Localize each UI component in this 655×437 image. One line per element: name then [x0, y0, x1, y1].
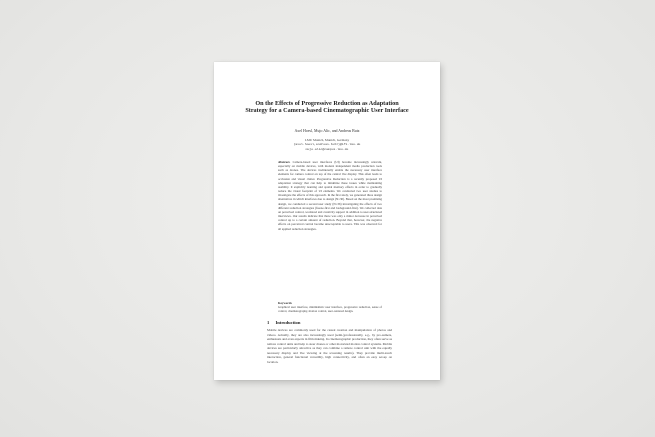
paper-affiliation	[234, 138, 420, 151]
paper-authors: Axel Hoesl, Mujo Alic, and Andreas Butz	[294, 129, 360, 133]
abstract-text: Camera-based user interfaces (UI) become increasingly relevant, especially on mobile devices, with modern independent media production tools such as drones. The devices traditionally enable the necessary user interface elements for camera control on top of the central live display. This often leads to occlusion and visual clutter. Progressive Reduction is a recently proposed UI adaptation strategy that can help to minimize these issues while maintaining usability. It explicitly learning and spatial memory effects in order to gradually reduce the visual footprint of UI elements. We conducted two user studies to investigate the effects of this approach. In the first study, we generated three design alternatives in which interfaces due to design (N=30). Based on the most promising design, we conducted a second user study (N=36) investigating the effects of two different reduction strategies (freeze-first and background-first). We collected data on perceived control, workload and creativity support in addition to user-structured interviews. Our results indicate that there was only a minor decrease in perceived control up to a certain amount of reduction. Beyond that, however, the negative effects on perceived control became unacceptable to users. This was observed for all applied reduction strategies.	[278, 160, 382, 231]
section-title: Introduction	[275, 320, 301, 325]
section-number: 1	[267, 320, 270, 325]
keywords-text: Graphical user interface, minimalistic user interface, progressive reduction, sense of control, cinematography, motion control, user-centered design.	[278, 305, 382, 313]
paper-title: On the Effects of Progressive Reduction as Adaptation Strategy for a Camera-based Cinematographic User Interface	[245, 100, 409, 115]
abstract	[278, 160, 382, 231]
abstract-label: Abstract.	[278, 160, 291, 164]
intro-paragraph: Mobile devices are commonly used for the casual creation and manipulation of photos and videos. Actually, they are also increasingly used (semi-)professionally, e.g., by pro-sumers, enthusiasts and even experts in film making. In cinematographic production, they often serve as remote control units and help to steer drones or other motorized motion control systems. Mobile devices are particularly attractive as they can combine a remote control unit with the equally necessary display and live viewing at the screening results). They provide multi-touch interaction, general functional versatility, high connectivity, and often an easy set-up on location.	[267, 328, 393, 364]
affiliation-line: LMU Munich, Munich, Germany	[304, 138, 350, 142]
affiliation-emails: {axel.hoesl,andreas.butz}@ifi.lmu.de	[293, 142, 361, 147]
paper-page	[214, 62, 440, 380]
section-heading	[267, 320, 300, 325]
affiliation-email-2: mujo.alic@campus.lmu.de	[305, 146, 349, 151]
keywords-heading: Keywords	[278, 301, 292, 305]
